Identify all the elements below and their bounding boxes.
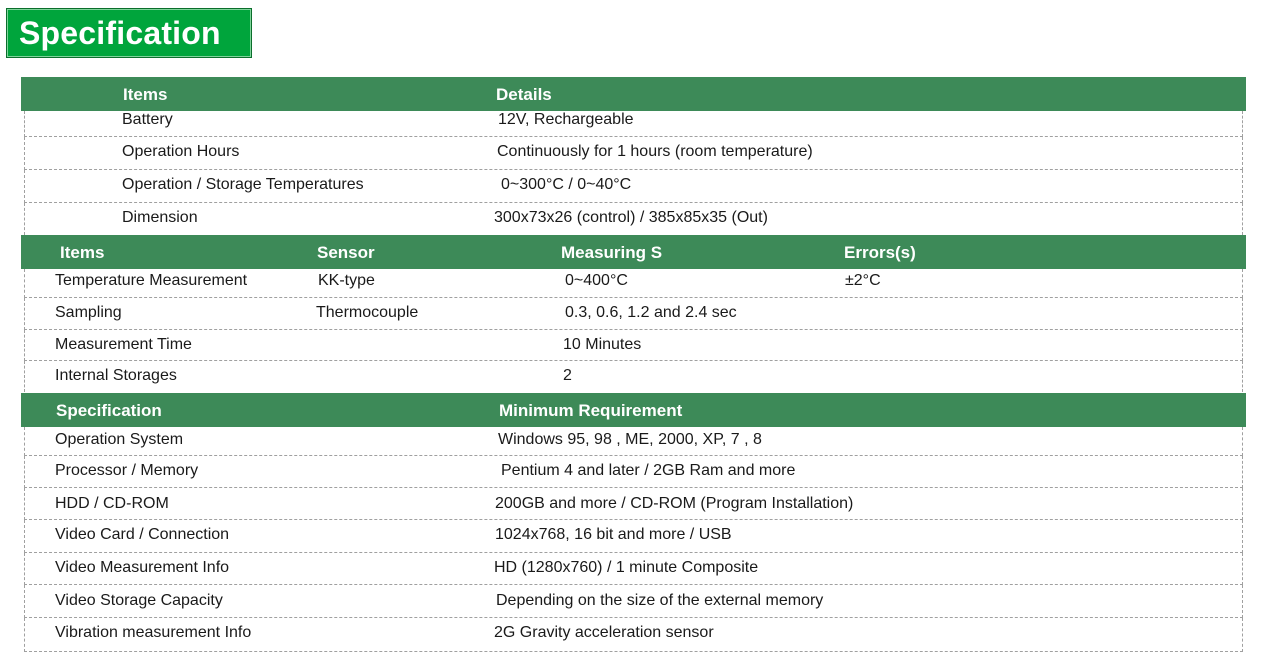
table-row <box>24 553 1243 585</box>
row-sensor: Thermocouple <box>316 304 419 321</box>
row-detail: 200GB and more / CD-ROM (Program Installation) <box>495 495 854 512</box>
table2-header-items: Items <box>60 243 105 262</box>
table-row <box>24 488 1243 520</box>
table-row <box>24 330 1243 361</box>
table-row <box>24 585 1243 618</box>
table-row <box>24 361 1243 392</box>
table-row <box>24 170 1243 203</box>
table-row <box>24 456 1243 488</box>
row-item: Temperature Measurement <box>55 272 248 289</box>
table2-header-measuring: Measuring S <box>561 243 663 262</box>
table1-header-details: Details <box>496 85 552 104</box>
row-item: Video Measurement Info <box>55 559 230 576</box>
table-row <box>24 520 1243 553</box>
row-item: Processor / Memory <box>55 462 199 479</box>
row-detail: 0~300°C / 0~40°C <box>501 176 632 193</box>
table3-header-requirement: Minimum Requirement <box>499 401 683 420</box>
row-detail: Windows 95, 98 , ME, 2000, XP, 7 , 8 <box>498 431 762 448</box>
row-item: Video Card / Connection <box>55 526 230 543</box>
table-row <box>24 111 1243 137</box>
table1-header-items: Items <box>123 85 168 104</box>
row-item: Vibration measurement Info <box>55 624 252 641</box>
row-measuring: 2 <box>563 367 572 384</box>
row-item: Operation System <box>55 431 184 448</box>
row-item: Measurement Time <box>55 336 192 353</box>
row-sensor: KK-type <box>318 272 375 289</box>
row-item: Dimension <box>122 209 198 226</box>
table-row <box>24 298 1243 330</box>
spec-title-box <box>6 8 252 58</box>
page-title: Specification <box>19 14 221 51</box>
table-row <box>24 203 1243 235</box>
row-errors: ±2°C <box>845 272 881 289</box>
row-detail: 1024x768, 16 bit and more / USB <box>495 526 732 543</box>
row-detail: Pentium 4 and later / 2GB Ram and more <box>501 462 796 479</box>
row-item: Internal Storages <box>55 367 177 384</box>
table2-header <box>21 235 1246 269</box>
table-row <box>24 269 1243 298</box>
table2-header-errors: Errors(s) <box>844 243 916 262</box>
row-detail: Continuously for 1 hours (room temperature) <box>497 143 813 160</box>
row-measuring: 0.3, 0.6, 1.2 and 2.4 sec <box>565 304 737 321</box>
row-item: Sampling <box>55 304 122 321</box>
row-item: Operation / Storage Temperatures <box>122 176 364 193</box>
table-row <box>24 618 1243 652</box>
row-detail: 300x73x26 (control) / 385x85x35 (Out) <box>494 209 768 226</box>
row-detail: HD (1280x760) / 1 minute Composite <box>494 559 759 576</box>
row-item: HDD / CD-ROM <box>55 495 169 512</box>
table1-header <box>21 77 1246 111</box>
row-detail: Depending on the size of the external memory <box>496 592 824 609</box>
row-detail: 2G Gravity acceleration sensor <box>494 624 714 641</box>
table3-header-spec: Specification <box>56 401 162 420</box>
row-item: Battery <box>122 111 173 128</box>
table-row <box>24 137 1243 170</box>
row-detail: 12V, Rechargeable <box>498 111 634 128</box>
table2-header-sensor: Sensor <box>317 243 375 262</box>
table-row <box>24 427 1243 456</box>
table3-header <box>21 393 1246 427</box>
row-measuring: 10 Minutes <box>563 336 642 353</box>
row-measuring: 0~400°C <box>565 272 628 289</box>
row-item: Operation Hours <box>122 143 240 160</box>
row-item: Video Storage Capacity <box>55 592 223 609</box>
